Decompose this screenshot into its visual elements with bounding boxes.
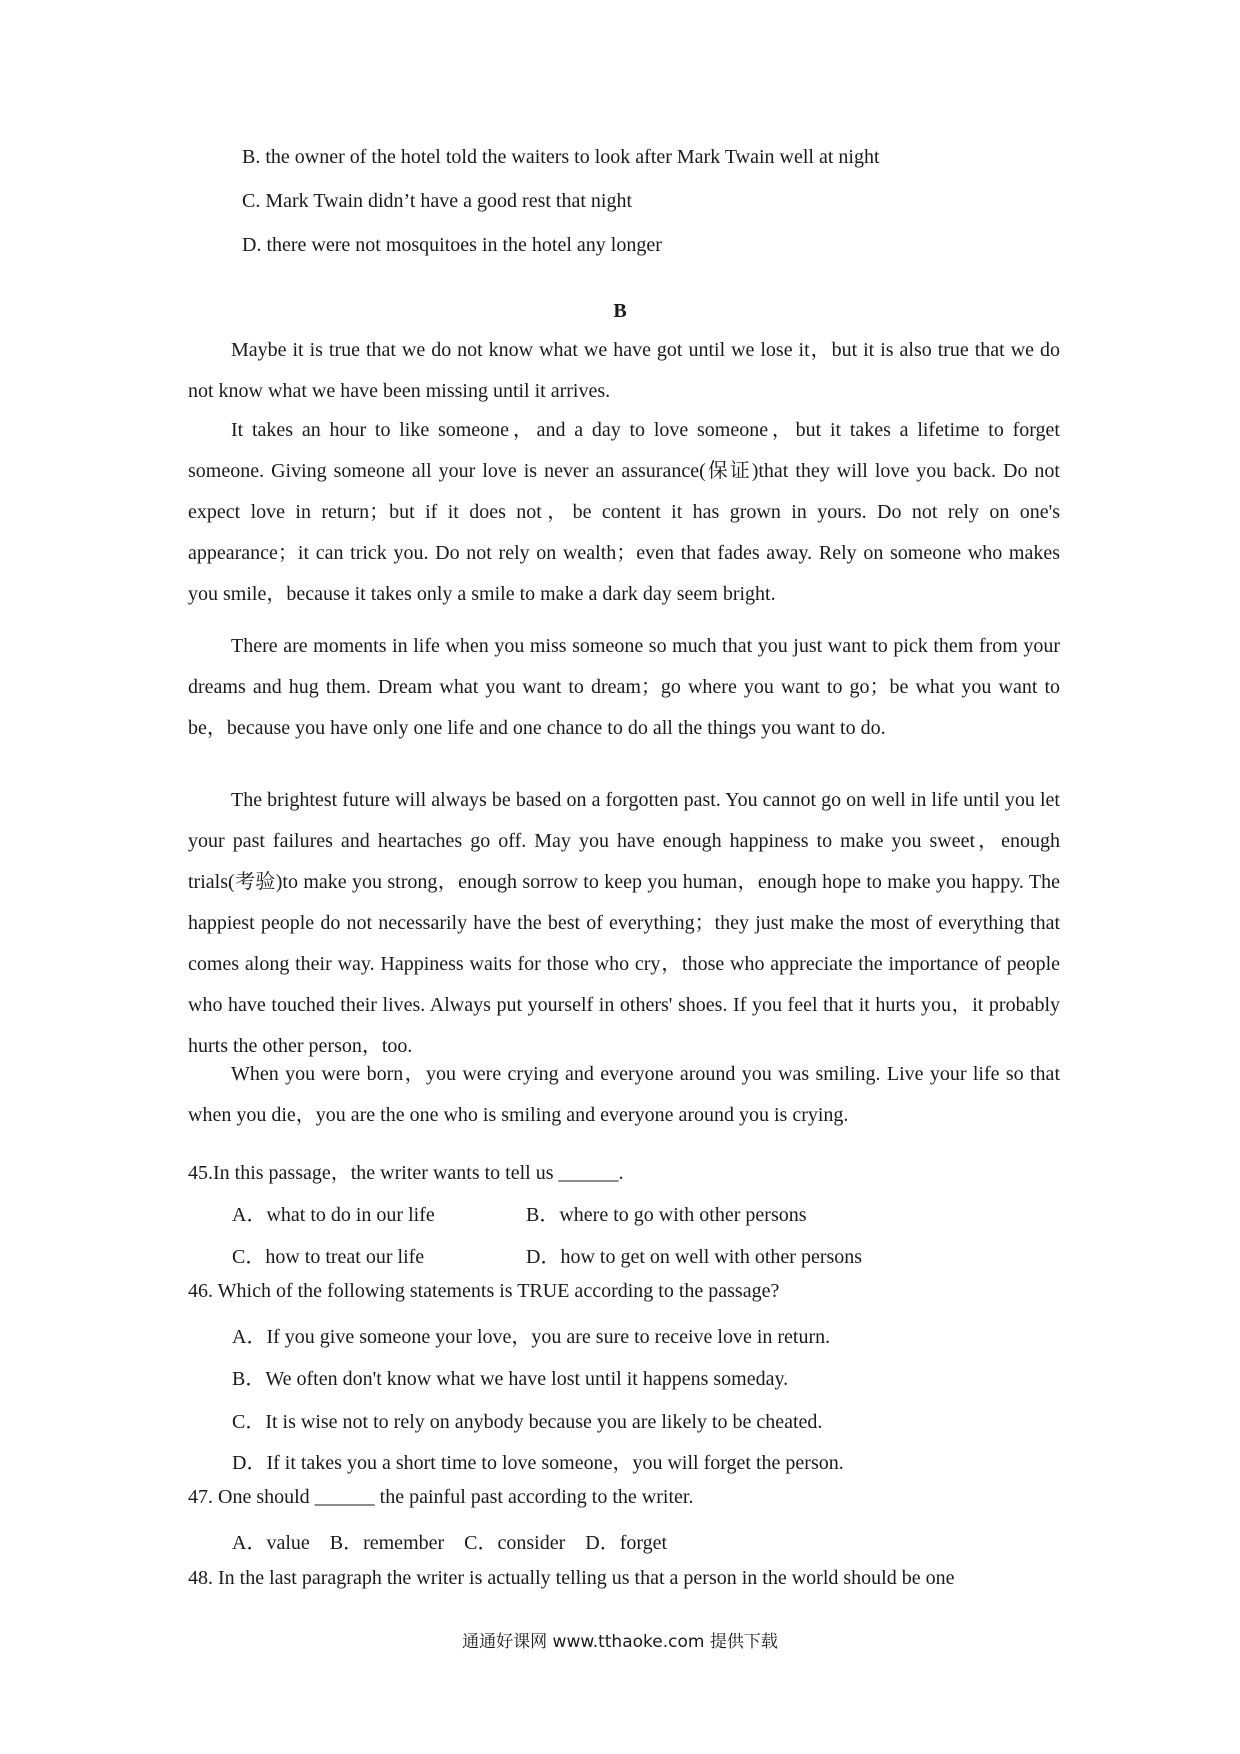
question-46-option-d: D．If it takes you a short time to love someone，you will forget the person. [232, 1452, 844, 1474]
question-46-stem: 46. Which of the following statements is TRUE according to the passage? [188, 1280, 780, 1302]
prev-option-d: D. there were not mosquitoes in the hotel any longer [242, 234, 662, 256]
paragraph-2: It takes an hour to like someone，and a day to love someone，but it takes a lifetime to forget someone. Giving someone all your love is never an assurance(保证)that they will love you back. Do not expect love in return；but if it does not，be content it has grown in yours. Do not rely on one's appearance；it can trick you. Do not rely on wealth；even that fades away. Rely on someone who makes you smile，because it takes only a smile to make a dark day seem bright. [188, 419, 1060, 605]
question-45-option-a: A．what to do in our life [232, 1204, 435, 1226]
question-45-option-c: C．how to treat our life [232, 1246, 425, 1268]
section-title: B [613, 300, 627, 322]
paragraph-3: There are moments in life when you miss someone so much that you just want to pick them from your dreams and hug them. Dream what you want to dream；go where you want to go；be what you want to be，because you have only one life and one chance to do all the things you want to do. [188, 635, 1060, 739]
question-48-stem: 48. In the last paragraph the writer is actually telling us that a person in the world should be one [188, 1567, 955, 1589]
question-46-option-b: B．We often don't know what we have lost until it happens someday. [232, 1368, 789, 1390]
prev-option-b: B. the owner of the hotel told the waiters to look after Mark Twain well at night [242, 146, 880, 168]
question-45-stem: 45.In this passage，the writer wants to tell us ______. [188, 1162, 624, 1184]
paragraph-4: The brightest future will always be based on a forgotten past. You cannot go on well in life until you let your past failures and heartaches go off. May you have enough happiness to make you sweet，enough trials(考验)to make you strong，enough sorrow to keep you human，enough hope to make you happy. The happiest people do not necessarily have the best of everything；they just make the most of everything that comes along their way. Happiness waits for those who cry，those who appreciate the importance of people who have touched their lives. Always put yourself in others' shoes. If you feel that it hurts you，it probably hurts the other person，too. [188, 789, 1060, 1057]
paragraph-5: When you were born，you were crying and everyone around you was smiling. Live your life so that when you die，you are the one who is smiling and everyone around you is crying. [188, 1063, 1060, 1126]
question-45-option-b: B．where to go with other persons [526, 1204, 807, 1226]
page-footer: 通通好课网 www.tthaoke.com 提供下载 [462, 1632, 778, 1652]
question-46-option-a: A．If you give someone your love，you are sure to receive love in return. [232, 1326, 831, 1348]
question-45-option-d: D．how to get on well with other persons [526, 1246, 863, 1268]
question-47-stem: 47. One should ______ the painful past according to the writer. [188, 1486, 694, 1508]
paragraph-1: Maybe it is true that we do not know what we have got until we lose it，but it is also true that we do not know what we have been missing until it arrives. [188, 339, 1060, 402]
question-47-options: A．value B．remember C．consider D．forget [232, 1532, 668, 1554]
prev-option-c: C. Mark Twain didn’t have a good rest that night [242, 190, 633, 212]
question-46-option-c: C．It is wise not to rely on anybody because you are likely to be cheated. [232, 1411, 823, 1433]
